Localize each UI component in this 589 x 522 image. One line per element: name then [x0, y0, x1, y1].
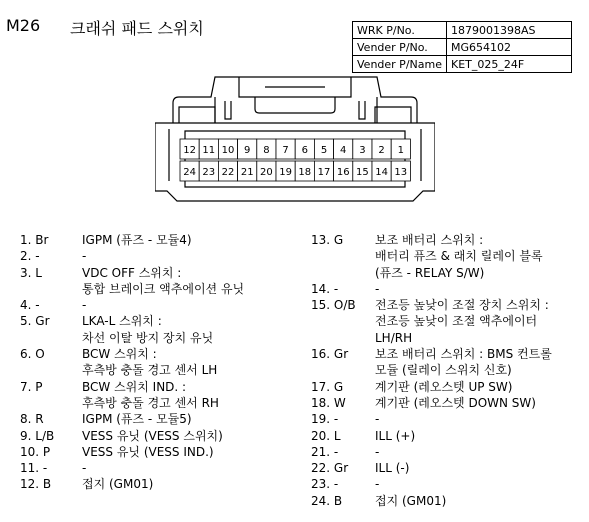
pin-number-label: 19. -	[311, 412, 339, 427]
pin-row	[20, 476, 300, 492]
pin-description: IGPM (퓨즈 - 모듈4)	[82, 233, 192, 247]
page-title: 크래쉬 패드 스위치	[70, 19, 204, 38]
pin-description: -	[82, 249, 87, 264]
pin-number: 18	[298, 167, 312, 178]
pin-number-label: 9. L/B	[20, 428, 55, 443]
pin-number-label: 18. W	[311, 395, 346, 410]
pin-description: LH/RH	[375, 330, 413, 345]
pin-row	[20, 330, 300, 346]
table-row	[353, 22, 572, 39]
pin-number-label: 21. -	[311, 444, 339, 459]
pin-description: 후측방 충돌 경고 센서 RH	[82, 395, 219, 410]
pin-description: 계기판 (레오스텟 DOWN SW)	[375, 395, 536, 410]
pin-row	[20, 444, 300, 460]
part-label: Vender P/Name	[353, 56, 447, 73]
pin-number: 15	[356, 167, 369, 178]
pin-description: ILL (+)	[375, 428, 416, 443]
pin-description: -	[375, 412, 380, 427]
pin-number: 20	[260, 167, 273, 178]
pin-row	[311, 444, 589, 460]
pin-row	[20, 313, 300, 329]
pin-row	[20, 346, 300, 362]
pin-description: -	[375, 281, 380, 296]
pin-description: -	[82, 298, 87, 313]
pin-number: 24	[183, 167, 196, 178]
pin-number-label: 5. Gr	[20, 314, 50, 329]
pin-number-label: 8. R	[20, 412, 44, 427]
pin-number-label: 13. G	[311, 233, 344, 247]
pin-row	[20, 428, 300, 444]
pin-description: 배터리 퓨즈 & 래치 릴레이 블록	[375, 249, 543, 264]
part-label: Vender P/No.	[353, 39, 447, 56]
pin-description: 모듈 (릴레이 스위치 신호)	[375, 363, 512, 378]
pin-number: 9	[244, 145, 251, 156]
pin-description: 통합 브레이크 액추에이션 유닛	[82, 281, 245, 296]
pin-description: 접지 (GM01)	[82, 477, 154, 492]
pin-number: 23	[202, 167, 216, 178]
pin-description: -	[375, 477, 380, 492]
pin-number-label: 17. G	[311, 379, 344, 394]
pin-number-label: 2. -	[20, 249, 40, 264]
pin-number-label: 14. -	[311, 281, 339, 296]
pin-number-label: 3. L	[20, 265, 42, 280]
pin-number-label: 20. L	[311, 428, 341, 443]
pin-number-label: 11. -	[20, 461, 48, 476]
pin-number-label: 4. -	[20, 298, 40, 313]
pin-number: 17	[317, 167, 331, 178]
pin-number: 12	[183, 145, 196, 156]
pin-number-label: 15. O/B	[311, 298, 356, 313]
pin-row	[311, 460, 589, 476]
pin-number: 10	[221, 145, 235, 156]
pin-list-left	[20, 232, 300, 493]
pin-number-label: 7. P	[20, 379, 43, 394]
pin-row	[20, 379, 300, 395]
pin-row	[20, 460, 300, 476]
pin-description: 후측방 충돌 경고 센서 LH	[82, 363, 218, 378]
pin-description: VDC OFF 스위치 :	[82, 265, 182, 280]
pin-row	[20, 248, 300, 264]
pin-row	[20, 265, 300, 281]
pin-row	[311, 362, 589, 378]
pin-row	[311, 395, 589, 411]
part-value: 1879001398AS	[446, 22, 571, 39]
table-row	[353, 56, 572, 73]
pin-grid	[180, 139, 410, 181]
pin-row	[20, 362, 300, 378]
pin-row	[20, 232, 300, 248]
pin-row	[20, 411, 300, 427]
pin-number: 19	[279, 167, 292, 178]
pin-number: 6	[301, 145, 308, 156]
pin-description: -	[375, 444, 380, 459]
pin-number: 5	[320, 145, 328, 156]
pin-row	[20, 297, 300, 313]
pin-description: LKA-L 스위치 :	[82, 314, 162, 329]
pin-row	[311, 346, 589, 362]
pin-number-label: 12. B	[20, 477, 52, 492]
part-value: KET_025_24F	[446, 56, 571, 73]
pin-row	[311, 248, 589, 264]
pin-list-right	[311, 232, 589, 509]
pin-number-label: 23. -	[311, 477, 339, 492]
pin-row	[311, 428, 589, 444]
pin-number: 3	[359, 145, 366, 156]
pin-description: BCW 스위치 IND. :	[82, 379, 187, 394]
pin-description: 차선 이탈 방지 장치 유닛	[82, 330, 214, 345]
pin-row	[311, 265, 589, 281]
part-label: WRK P/No.	[353, 22, 447, 39]
pin-row	[311, 493, 589, 509]
pin-number-label: 6. O	[20, 347, 45, 362]
pin-number: 13	[394, 167, 408, 178]
pin-description: 보조 배터리 스위치 :	[375, 233, 484, 247]
pin-description: 보조 배터리 스위치 : BMS 컨트롤	[375, 347, 552, 362]
pin-row	[311, 330, 589, 346]
pin-number: 7	[282, 145, 289, 156]
pin-number-label: 24. B	[311, 493, 343, 508]
pin-row	[311, 411, 589, 427]
pin-row	[311, 313, 589, 329]
connector-diagram	[155, 73, 435, 203]
pin-number: 8	[263, 145, 270, 156]
pin-row	[20, 281, 300, 297]
pin-number: 11	[202, 145, 216, 156]
pin-row	[311, 476, 589, 492]
pin-number-label: 22. Gr	[311, 461, 349, 476]
pin-description: VESS 유닛 (VESS 스위치)	[82, 428, 223, 443]
pin-description: 전조등 높낮이 조절 액추에이터	[375, 314, 538, 329]
pin-row	[20, 395, 300, 411]
pin-number: 4	[340, 145, 347, 156]
pin-description: VESS 유닛 (VESS IND.)	[82, 444, 214, 459]
part-number-table	[352, 21, 572, 73]
pin-number: 1	[397, 145, 404, 156]
pin-number-label: 1. Br	[20, 233, 49, 247]
pin-number: 16	[336, 167, 350, 178]
pin-description: -	[82, 461, 87, 476]
pin-number: 14	[375, 167, 388, 178]
pin-row	[311, 297, 589, 313]
pin-row	[311, 232, 589, 248]
pin-number: 21	[240, 167, 254, 178]
pin-number-label: 16. Gr	[311, 347, 349, 362]
pin-description: IGPM (퓨즈 - 모듈5)	[82, 412, 192, 427]
pin-description: 전조등 높낮이 조절 장치 스위치 :	[375, 298, 549, 313]
pin-description: (퓨즈 - RELAY S/W)	[375, 265, 485, 280]
part-value: MG654102	[446, 39, 571, 56]
pin-description: ILL (-)	[375, 461, 410, 476]
connector-code: M26	[6, 16, 41, 35]
table-row	[353, 39, 572, 56]
pin-number: 2	[378, 145, 385, 156]
pin-description: BCW 스위치 :	[82, 347, 157, 362]
pin-row	[311, 281, 589, 297]
pin-number: 22	[221, 167, 235, 178]
pin-number-label: 10. P	[20, 444, 51, 459]
pin-row	[311, 379, 589, 395]
pin-description: 계기판 (레오스텟 UP SW)	[375, 379, 513, 394]
pin-description: 접지 (GM01)	[375, 493, 447, 508]
